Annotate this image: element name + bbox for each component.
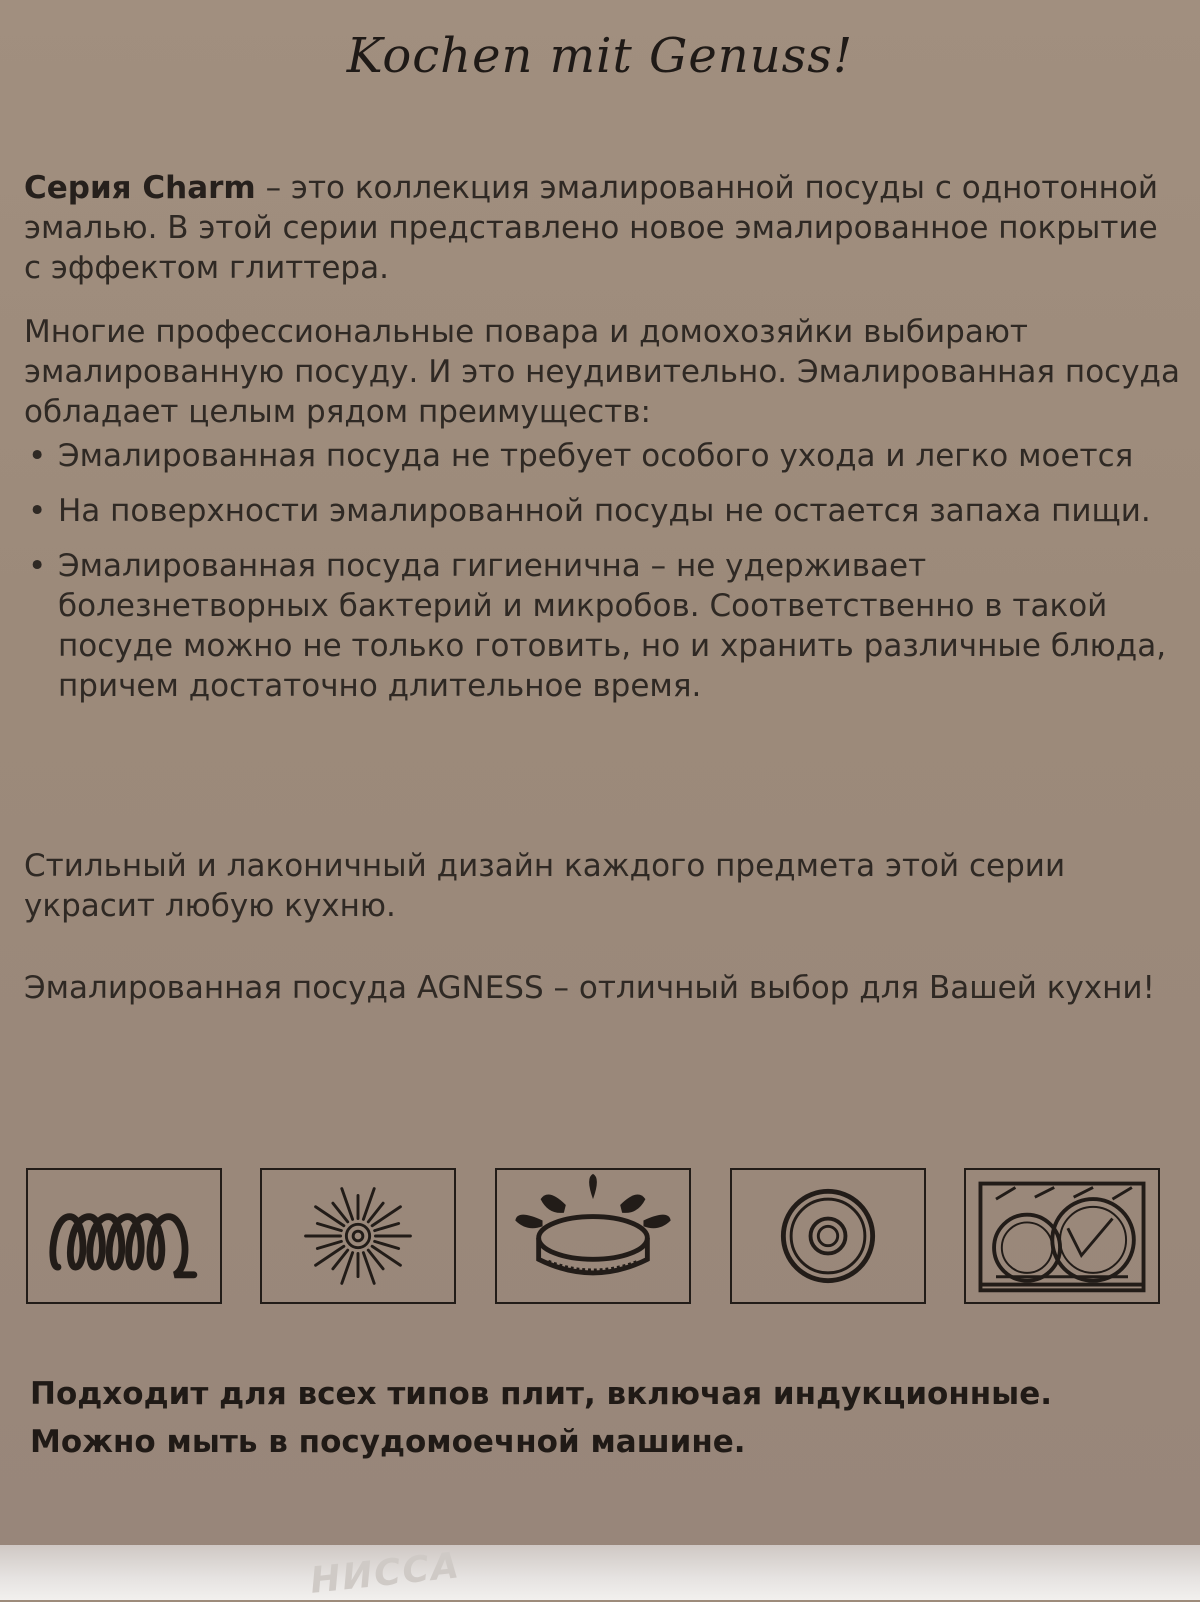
glass-ceramic-hob-icon: [260, 1168, 456, 1304]
intro-paragraph: [24, 168, 1184, 288]
store-watermark: НИССА: [308, 1545, 463, 1602]
list-item-text: На поверхности эмалированной посуды не остается запаха пищи.: [58, 493, 1151, 529]
advantages-paragraph: [24, 312, 1184, 432]
background-strip: [0, 1545, 1200, 1600]
compatibility-note: Подходит для всех типов плит, включая индукционные.: [30, 1376, 1053, 1412]
gas-burner-icon: [495, 1168, 691, 1304]
bullet-icon: •: [28, 493, 47, 529]
intro-text: – это коллекция эмалированной посуды с однотонной эмалью. В этой серии представлено новое эмалированное покрытие с эффектом глиттера.: [24, 170, 1159, 286]
advantages-text: Многие профессиональные повара и домохозяйки выбирают эмалированную посуду. И это неудивительно. Эмалированная посуда обладает целым рядом преимуществ:: [24, 314, 1180, 430]
design-paragraph: [24, 846, 1184, 926]
electric-coil-stove-icon: [26, 1168, 222, 1304]
dishwasher-safe-icon: [964, 1168, 1160, 1304]
list-item-text: Эмалированная посуда не требует особого ухода и легко моется: [58, 438, 1134, 474]
stove-compatibility-icons: [26, 1168, 1176, 1308]
advantages-list: [24, 436, 1184, 721]
design-text: Стильный и лаконичный дизайн каждого предмета этой серии украсит любую кухню.: [24, 848, 1066, 924]
bullet-icon: •: [28, 548, 47, 584]
brand-paragraph: [24, 968, 1184, 1008]
list-item: [24, 436, 1184, 476]
list-item-text: Эмалированная посуда гигиенична – не удерживает болезнетворных бактерий и микробов. Соответственно в такой посуде можно не только готовить, но и хранить различные блюда, причем достаточно длительное время.: [58, 548, 1167, 704]
page-title: Kochen mit Genuss!: [346, 28, 854, 84]
dishwasher-note: Можно мыть в посудомоечной машине.: [30, 1424, 746, 1460]
list-item: [24, 546, 1184, 706]
list-item: [24, 491, 1184, 531]
series-name: Серия Charm: [24, 170, 256, 206]
bullet-icon: •: [28, 438, 47, 474]
induction-hob-icon: [730, 1168, 926, 1304]
brand-text: Эмалированная посуда AGNESS – отличный выбор для Вашей кухни!: [24, 970, 1155, 1006]
